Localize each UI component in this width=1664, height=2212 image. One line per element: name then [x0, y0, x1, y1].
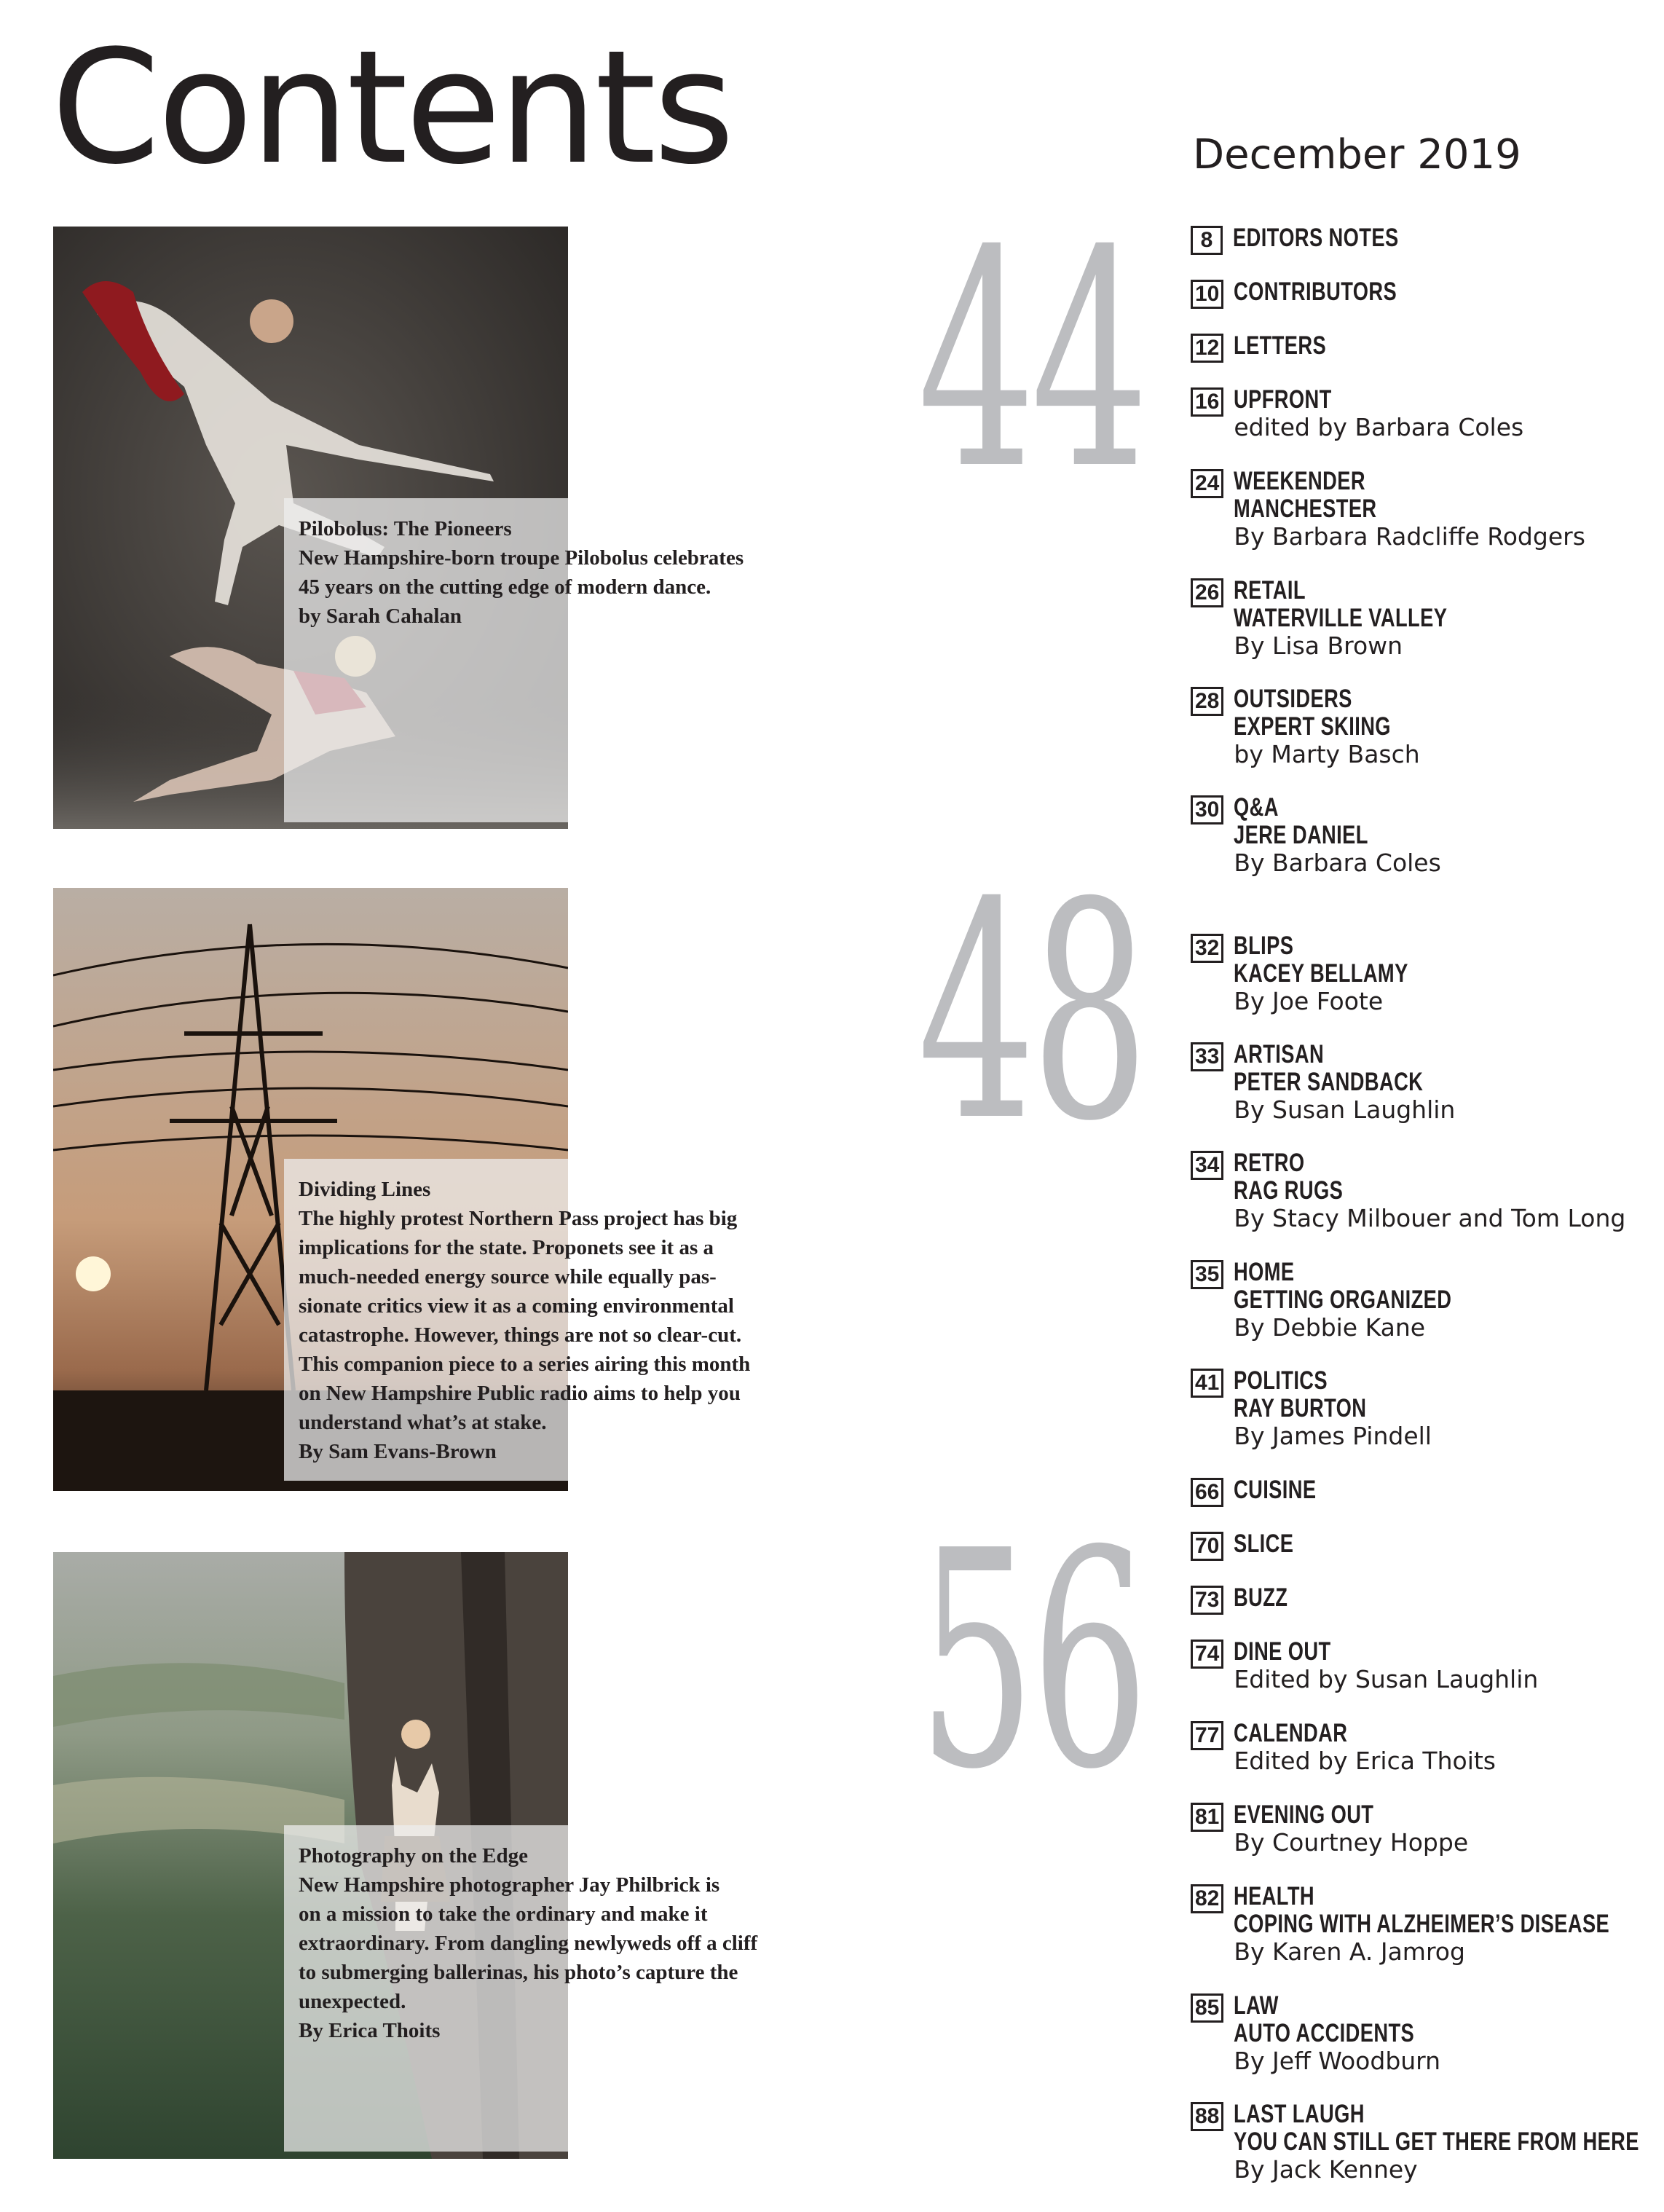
toc-section: EVENING OUT [1234, 1800, 1374, 1829]
feature-page-number: 48 [918, 838, 1145, 1186]
toc-item[interactable] [1191, 224, 1446, 255]
toc-section: ARTISAN [1234, 1040, 1325, 1068]
toc-page-number: 16 [1191, 387, 1223, 417]
caption-line: 45 years on the cutting edge of modern dance. [299, 575, 711, 599]
caption-line: New Hampshire photographer Jay Philbrick is [299, 1873, 720, 1897]
toc-page-number: 70 [1191, 1532, 1223, 1561]
toc-section: EDITORS NOTES [1233, 224, 1399, 252]
toc-byline: By Lisa Brown [1234, 631, 1403, 660]
toc-page-number: 85 [1191, 1993, 1223, 2023]
toc-subhead: AUTO ACCIDENTS [1234, 2019, 1415, 2047]
toc-page-number: 32 [1191, 934, 1223, 963]
toc-item[interactable] [1191, 1476, 1340, 1507]
caption-line: on New Hampshire Public radio aims to help you [299, 1382, 741, 1405]
toc-page-number: 66 [1191, 1478, 1223, 1507]
toc-item[interactable] [1191, 1367, 1432, 1450]
caption-line: to submerging ballerinas, his photo’s capture the [299, 1961, 738, 1984]
caption-line: New Hampshire-born troupe Pilobolus celebrates [299, 546, 744, 570]
feature-caption-photography-edge [284, 1825, 758, 2152]
toc-section: CUISINE [1234, 1476, 1317, 1504]
caption-line: understand what’s at stake. [299, 1411, 547, 1434]
toc-section: Q&A [1234, 793, 1279, 822]
caption-line: unexpected. [299, 1990, 406, 2013]
toc-item[interactable] [1191, 1883, 1664, 1966]
toc-item[interactable] [1191, 685, 1435, 768]
toc-byline: By Susan Laughlin [1234, 1095, 1456, 1124]
toc-section: UPFRONT [1234, 385, 1333, 414]
toc-item[interactable] [1191, 577, 1507, 660]
toc-section: WEEKENDER [1234, 467, 1366, 495]
toc-byline: Edited by Erica Thoits [1234, 1747, 1496, 1775]
feature-page-number: 44 [918, 186, 1145, 535]
toc-byline: Edited by Susan Laughlin [1234, 1665, 1539, 1693]
caption-line: extraordinary. From dangling newlyweds off a cliff [299, 1932, 758, 1955]
feature-title: Dividing Lines [299, 1178, 431, 1201]
toc-page-number: 74 [1191, 1640, 1223, 1669]
caption-byline: By Sam Evans-Brown [299, 1440, 497, 1463]
issue-date: December 2019 [1193, 131, 1521, 178]
toc-subhead: GETTING ORGANIZED [1234, 1286, 1452, 1314]
toc-byline: By Stacy Milbouer and Tom Long [1234, 1204, 1626, 1232]
toc-page-number: 41 [1191, 1369, 1223, 1398]
toc-byline: By Jeff Woodburn [1234, 2047, 1441, 2075]
caption-line: implications for the state. Proponets see it as a [299, 1236, 714, 1259]
toc-byline: By Debbie Kane [1234, 1313, 1426, 1342]
toc-subhead: COPING WITH ALZHEIMER’S DISEASE [1234, 1910, 1610, 1938]
caption-byline: by Sarah Cahalan [299, 605, 462, 628]
feature-title: Photography on the Edge [299, 1844, 529, 1867]
toc-item[interactable] [1191, 1720, 1496, 1775]
feature-title: Pilobolus: The Pioneers [299, 517, 512, 540]
feature-caption-dividing-lines [284, 1159, 751, 1481]
toc-page-number: 33 [1191, 1042, 1223, 1071]
toc-item[interactable] [1191, 1992, 1466, 2075]
toc-page-number: 73 [1191, 1586, 1223, 1615]
toc-section: LETTERS [1234, 331, 1327, 360]
toc-subhead: YOU CAN STILL GET THERE FROM HERE [1234, 2128, 1640, 2156]
caption-line: This companion piece to a series airing this month [299, 1353, 751, 1376]
toc-section: CALENDAR [1234, 1719, 1348, 1747]
toc-subhead: RAY BURTON [1234, 1394, 1367, 1422]
toc-section: HOME [1234, 1258, 1295, 1286]
toc-item[interactable] [1191, 1149, 1625, 1232]
toc-byline: By James Pindell [1234, 1422, 1432, 1450]
caption-line: much-needed energy source while equally pas- [299, 1265, 717, 1288]
toc-section: HEALTH [1234, 1882, 1315, 1910]
toc-page-number: 77 [1191, 1721, 1223, 1750]
toc-section: LAST LAUGH [1234, 2100, 1365, 2128]
toc-item[interactable] [1191, 1584, 1304, 1615]
toc-byline: By Joe Foote [1234, 987, 1384, 1015]
caption-line: sionate critics view it as a coming environmental [299, 1294, 734, 1318]
toc-item[interactable] [1191, 1530, 1311, 1561]
toc-page-number: 82 [1191, 1884, 1223, 1913]
toc-byline: By Barbara Radcliffe Rodgers [1234, 522, 1585, 551]
toc-page-number: 28 [1191, 687, 1223, 716]
toc-page-number: 8 [1191, 226, 1223, 255]
toc-item[interactable] [1191, 1041, 1477, 1124]
toc-subhead: JERE DANIEL [1234, 821, 1369, 849]
feature-caption-pilobolus [284, 498, 744, 822]
toc-byline: by Marty Basch [1234, 740, 1420, 768]
toc-item[interactable] [1191, 1638, 1538, 1693]
toc-item[interactable] [1191, 1801, 1468, 1857]
toc-item[interactable] [1191, 278, 1443, 309]
toc-section: CONTRIBUTORS [1234, 278, 1397, 306]
toc-page-number: 24 [1191, 469, 1223, 498]
feature-page-number: 56 [918, 1487, 1145, 1835]
toc-section: POLITICS [1234, 1366, 1328, 1395]
toc-page-number: 30 [1191, 795, 1223, 824]
caption-line: The highly protest Northern Pass project has big [299, 1207, 738, 1230]
toc-item[interactable] [1191, 468, 1585, 551]
page-title: Contents [51, 16, 733, 199]
toc-page-number: 35 [1191, 1260, 1223, 1289]
toc-subhead: KACEY BELLAMY [1234, 959, 1409, 988]
toc-page-number: 88 [1191, 2102, 1223, 2131]
toc-item[interactable] [1191, 794, 1441, 877]
toc-item[interactable] [1191, 2101, 1664, 2184]
toc-section: SLICE [1234, 1530, 1294, 1558]
toc-item[interactable] [1191, 1259, 1513, 1342]
toc-subhead: MANCHESTER [1234, 495, 1377, 523]
toc-section: DINE OUT [1234, 1637, 1331, 1666]
toc-page-number: 12 [1191, 334, 1223, 363]
toc-page-number: 34 [1191, 1151, 1223, 1180]
toc-subhead: PETER SANDBACK [1234, 1068, 1424, 1096]
caption-line: on a mission to take the ordinary and make it [299, 1902, 708, 1926]
caption-byline: By Erica Thoits [299, 2019, 441, 2042]
toc-byline: By Jack Kenney [1234, 2155, 1418, 2184]
toc-section: LAW [1234, 1991, 1279, 2020]
toc-subhead: RAG RUGS [1234, 1176, 1344, 1205]
toc-section: RETAIL [1234, 576, 1306, 605]
toc-byline: By Barbara Coles [1234, 849, 1441, 877]
toc-item[interactable] [1191, 932, 1458, 1015]
toc-section: BUZZ [1234, 1583, 1288, 1612]
toc-subhead: WATERVILLE VALLEY [1234, 604, 1448, 632]
toc-byline: By Courtney Hoppe [1234, 1828, 1469, 1857]
toc-section: BLIPS [1234, 932, 1294, 960]
toc-item[interactable] [1191, 332, 1352, 363]
toc-item[interactable] [1191, 386, 1523, 441]
toc-section: RETRO [1234, 1149, 1305, 1177]
toc-page-number: 26 [1191, 578, 1223, 607]
toc-subhead: EXPERT SKIING [1234, 712, 1392, 741]
toc-page-number: 10 [1191, 280, 1223, 309]
caption-line: catastrophe. However, things are not so clear-cut. [299, 1323, 742, 1347]
toc-section: OUTSIDERS [1234, 685, 1353, 713]
toc-byline: By Karen A. Jamrog [1234, 1937, 1465, 1966]
toc-page-number: 81 [1191, 1803, 1223, 1832]
toc-byline: edited by Barbara Coles [1234, 413, 1524, 441]
